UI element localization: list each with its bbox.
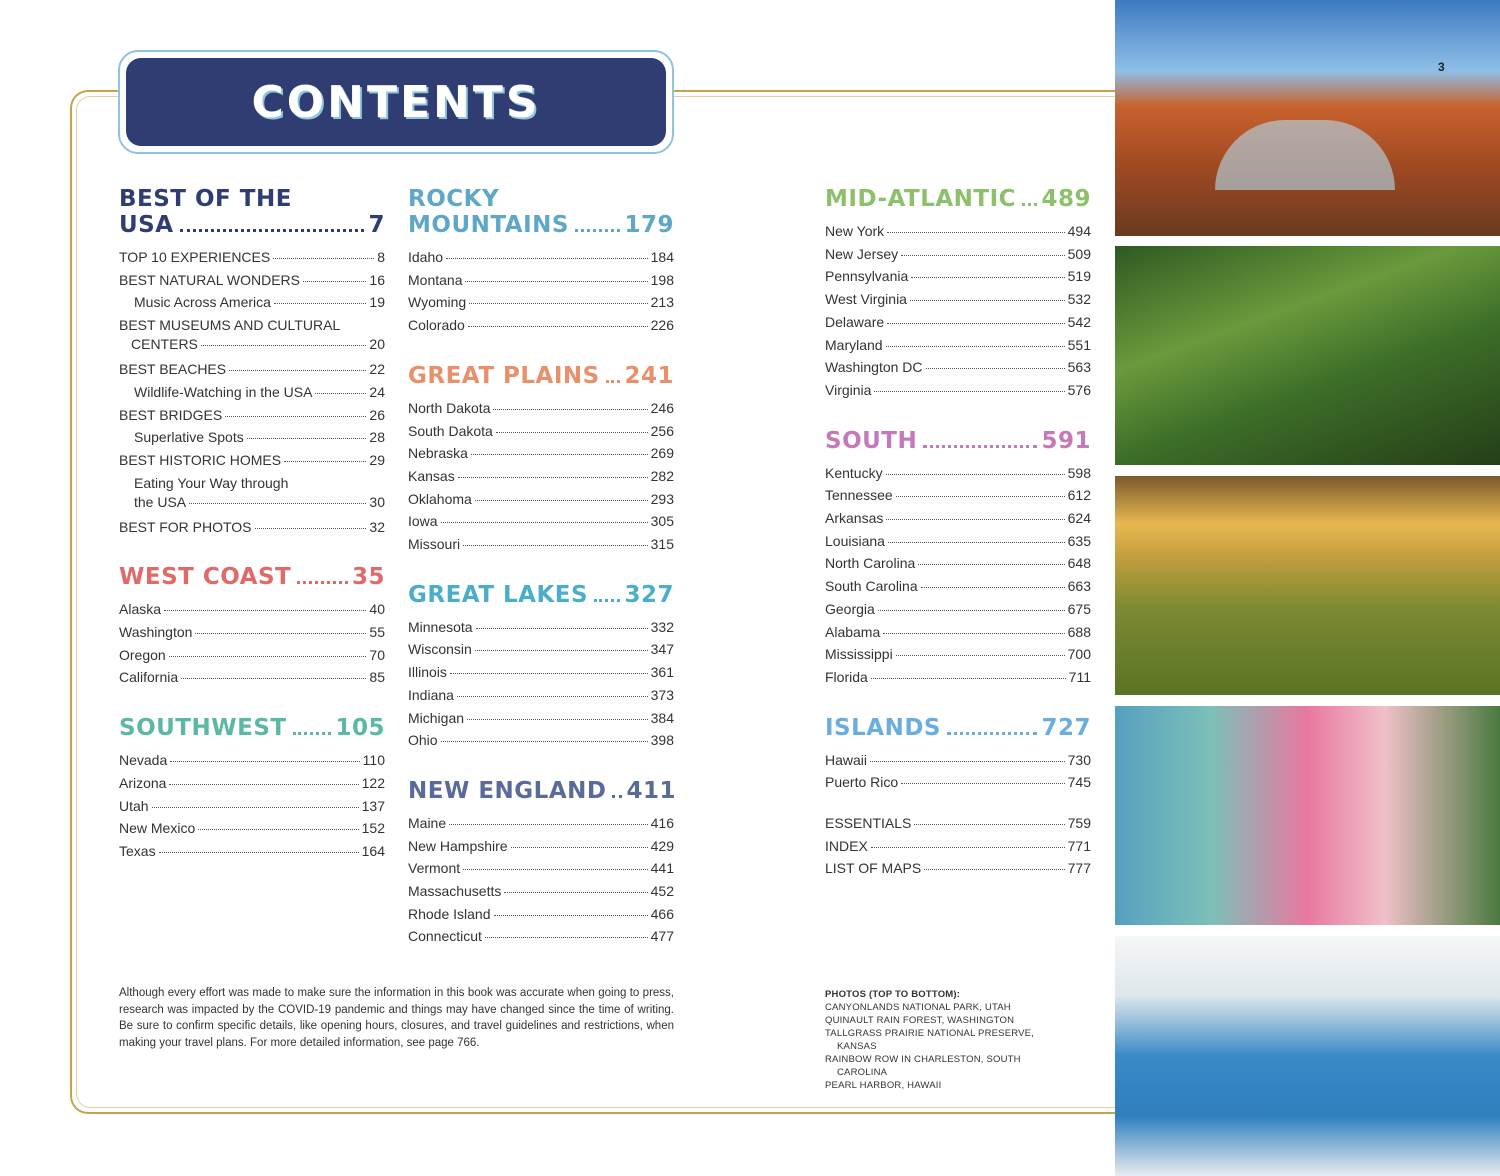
disclaimer-text: Although every effort was made to make sure the information in this book was accurate when going to press, research was impacted by the COVID-19 pandemic and things may have changed since the time of writing. Be sure to confirm specific details, like opening hours, closures, and travel guidelines and restrictions, when making your travel plans. For more detailed information, see page 766. — [119, 987, 674, 1049]
toc-entry[interactable]: North Carolina 648 — [825, 555, 1091, 572]
section-mid-atlantic[interactable]: MID-ATLANTIC 489 — [825, 186, 1091, 212]
toc-entry[interactable]: Nebraska 269 — [408, 445, 674, 462]
toc-entry[interactable]: Massachusetts 452 — [408, 883, 674, 900]
toc-column-3 — [825, 186, 1091, 880]
section-west-coast[interactable]: WEST COAST 35 — [119, 564, 385, 591]
photo-pearl-harbor — [1115, 936, 1500, 1176]
section-rocky-mountains[interactable]: ROCKY MOUNTAINS 179 — [408, 186, 674, 238]
toc-entry[interactable]: New York 494 — [825, 223, 1091, 239]
toc-entry[interactable]: Utah 137 — [119, 797, 385, 814]
toc-entry[interactable]: Illinois 361 — [408, 664, 674, 681]
toc-entry[interactable]: Arkansas 624 — [825, 510, 1091, 527]
toc-column-1 — [119, 186, 385, 863]
toc-entry[interactable]: Vermont 441 — [408, 860, 674, 877]
toc-entry[interactable]: Delaware 542 — [825, 313, 1091, 330]
toc-entry[interactable]: Oklahoma 293 — [408, 490, 674, 507]
toc-entry-index[interactable]: INDEX 771 — [825, 837, 1091, 854]
toc-entry[interactable]: Pennsylvania 519 — [825, 268, 1091, 285]
toc-entry[interactable]: Michigan 384 — [408, 709, 674, 726]
toc-entry[interactable]: New Mexico 152 — [119, 820, 385, 837]
toc-entry[interactable]: Texas 164 — [119, 842, 385, 859]
toc-entry[interactable]: New Jersey 509 — [825, 245, 1091, 262]
toc-entry[interactable]: BEST NATURAL WONDERS 16 — [119, 271, 385, 288]
toc-entry[interactable]: Superlative Spots 28 — [134, 429, 385, 446]
toc-entry[interactable]: Wildlife-Watching in the USA 24 — [134, 383, 385, 400]
toc-entry[interactable]: Puerto Rico 745 — [825, 774, 1091, 791]
toc-entry[interactable]: Iowa 305 — [408, 513, 674, 530]
section-new-england[interactable]: NEW ENGLAND 411 — [408, 777, 676, 804]
toc-entry[interactable]: Mississippi 700 — [825, 646, 1091, 663]
photo-rain-forest — [1115, 246, 1500, 465]
toc-entry[interactable]: TOP 10 EXPERIENCES 8 — [119, 249, 385, 265]
toc-entry[interactable]: Ohio 398 — [408, 732, 674, 749]
toc-entry[interactable]: Idaho 184 — [408, 249, 674, 265]
toc-entry[interactable]: Colorado 226 — [408, 317, 674, 334]
toc-entry[interactable]: Montana 198 — [408, 271, 674, 288]
toc-entry[interactable]: South Dakota 256 — [408, 422, 674, 439]
page-number: 3 — [1438, 60, 1445, 74]
toc-entry[interactable]: Rhode Island 466 — [408, 905, 674, 922]
toc-entry[interactable]: Alaska 40 — [119, 601, 385, 618]
photo-canyonlands — [1115, 0, 1500, 236]
toc-entry[interactable]: Indiana 373 — [408, 686, 674, 703]
section-great-lakes[interactable]: GREAT LAKES 327 — [408, 581, 674, 608]
toc-entry[interactable]: Maine 416 — [408, 814, 674, 831]
toc-entry[interactable]: Maryland 551 — [825, 336, 1091, 353]
toc-entry[interactable]: Wisconsin 347 — [408, 641, 674, 658]
photo-credits: PHOTOS (TOP TO BOTTOM): CANYONLANDS NATIONAL PARK, UTAH QUINAULT RAIN FOREST, WASHINGTON TALLGRASS PRAIRIE NATIONAL PRESERVE, KANSAS RAINBOW ROW IN CHARLESTON, SOUTH CAROLINA PEARL HARBOR, HAWAII — [825, 989, 1035, 1091]
toc-entry[interactable]: Eating Your Way through the USA 30 — [134, 474, 385, 510]
photo-rainbow-row — [1115, 706, 1500, 925]
toc-entry[interactable]: Connecticut 477 — [408, 928, 674, 945]
toc-entry[interactable]: Georgia 675 — [825, 600, 1091, 617]
toc-entry[interactable]: North Dakota 246 — [408, 399, 674, 416]
toc-entry[interactable]: Oregon 70 — [119, 646, 385, 663]
toc-entry[interactable]: Nevada 110 — [119, 752, 385, 769]
section-south[interactable]: SOUTH 591 — [825, 427, 1091, 454]
toc-entry[interactable]: West Virginia 532 — [825, 291, 1091, 308]
toc-entry[interactable]: Hawaii 730 — [825, 751, 1091, 768]
photo-tallgrass-prairie — [1115, 476, 1500, 695]
toc-entry-essentials[interactable]: ESSENTIALS 759 — [825, 815, 1091, 832]
toc-entry[interactable]: Florida 711 — [825, 668, 1091, 685]
toc-entry[interactable]: New Hampshire 429 — [408, 837, 674, 854]
toc-entry[interactable]: Kansas 282 — [408, 467, 674, 484]
section-islands[interactable]: ISLANDS 727 — [825, 714, 1091, 741]
toc-entry[interactable]: BEST BEACHES 22 — [119, 361, 385, 378]
section-great-plains[interactable]: GREAT PLAINS 241 — [408, 362, 674, 389]
toc-entry[interactable]: Missouri 315 — [408, 536, 674, 553]
contents-title-box — [118, 50, 674, 154]
toc-entry[interactable]: Wyoming 213 — [408, 294, 674, 311]
toc-entry[interactable]: Kentucky 598 — [825, 464, 1091, 481]
toc-entry[interactable]: BEST MUSEUMS AND CULTURAL CENTERS 20 — [119, 317, 385, 353]
toc-entry[interactable]: BEST BRIDGES 26 — [119, 406, 385, 423]
toc-entry[interactable]: Virginia 576 — [825, 381, 1091, 398]
section-best-of-usa[interactable]: BEST OF THE USA 7 — [119, 186, 385, 238]
toc-entry[interactable]: Washington 55 — [119, 624, 385, 641]
toc-entry[interactable]: BEST HISTORIC HOMES 29 — [119, 451, 385, 468]
toc-column-2 — [408, 186, 674, 948]
toc-entry[interactable]: Arizona 122 — [119, 774, 385, 791]
page-title: CONTENTS — [251, 76, 541, 128]
toc-entry-list-of-maps[interactable]: LIST OF MAPS 777 — [825, 860, 1091, 877]
toc-entry[interactable]: Tennessee 612 — [825, 487, 1091, 504]
toc-entry[interactable]: South Carolina 663 — [825, 578, 1091, 595]
section-southwest[interactable]: SOUTHWEST 105 — [119, 715, 385, 742]
toc-entry[interactable]: Louisiana 635 — [825, 532, 1091, 549]
toc-entry[interactable]: Alabama 688 — [825, 623, 1091, 640]
toc-entry[interactable]: Music Across America 19 — [134, 294, 385, 311]
toc-entry[interactable]: BEST FOR PHOTOS 32 — [119, 518, 385, 535]
toc-entry[interactable]: California 85 — [119, 669, 385, 686]
toc-entry[interactable]: Washington DC 563 — [825, 359, 1091, 376]
toc-entry[interactable]: Minnesota 332 — [408, 618, 674, 635]
